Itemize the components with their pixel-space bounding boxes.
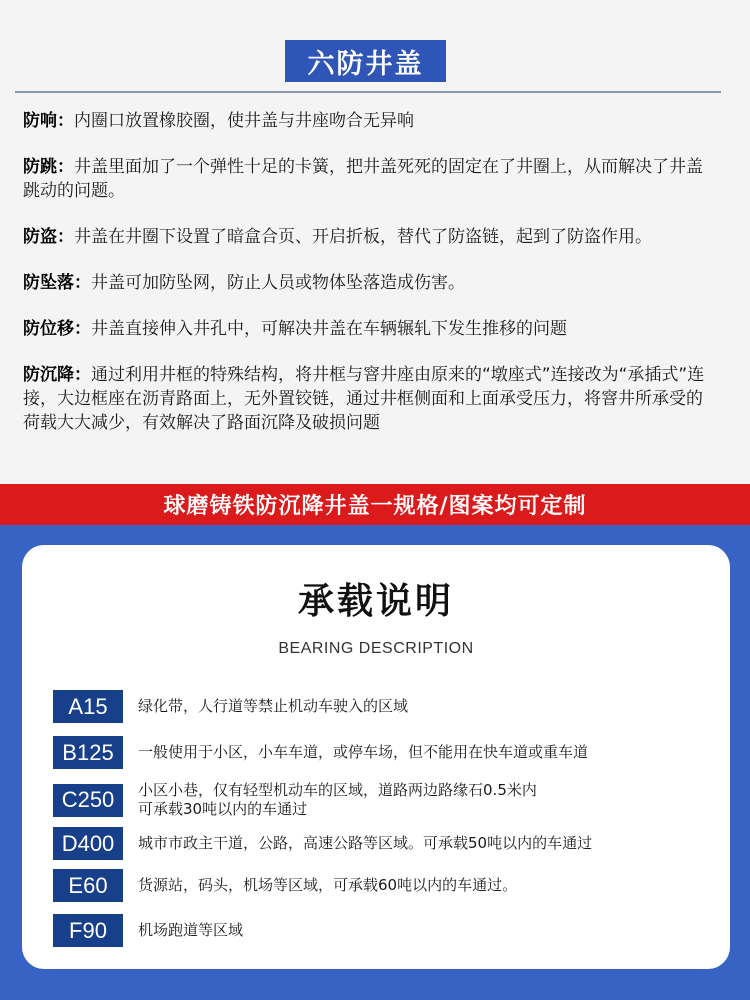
load-class-badge: E60 xyxy=(53,869,123,902)
bearing-title: 承载说明 xyxy=(297,581,454,622)
feature-label: 防盗： xyxy=(23,227,74,247)
load-class-row xyxy=(53,736,713,769)
feature-list xyxy=(23,109,713,457)
load-class-line: 机场跑道等区域 xyxy=(138,921,244,939)
feature-text: 通过利用井框的特殊结构，将井框与窨井座由原来的“墩座式”连接改为“承插式”连接，大边框座在沥青路面上，无外置铰链，通过井框侧面和上面承受压力，将窨井所承受的荷载大大减少，有效解决了路面沉降及破损问题 xyxy=(23,365,705,433)
feature-item-theft xyxy=(23,225,713,249)
feature-label: 防坠落： xyxy=(23,273,91,293)
load-class-description xyxy=(138,876,517,895)
load-class-line: 一般使用于小区，小车车道，或停车场，但不能用在快车道或重车道 xyxy=(138,743,589,761)
feature-text: 井盖可加防坠网，防止人员或物体坠落造成伤害。 xyxy=(91,273,465,293)
bearing-section xyxy=(0,525,750,1000)
feature-text: 井盖直接伸入井孔中，可解决井盖在车辆辗轧下发生推移的问题 xyxy=(91,319,567,339)
load-class-description xyxy=(138,743,588,762)
load-class-row xyxy=(53,827,713,860)
feature-item-noise xyxy=(23,109,713,133)
customization-banner: 球磨铸铁防沉降井盖一规格/图案均可定制 xyxy=(0,484,750,525)
feature-text: 井盖在井圈下设置了暗盒合页、开启折板，替代了防盗链，起到了防盗作用。 xyxy=(74,227,652,247)
load-class-row xyxy=(53,869,713,902)
feature-text: 井盖里面加了一个弹性十足的卡簧，把井盖死死的固定在了井圈上，从而解决了井盖跳动的问题。 xyxy=(23,157,703,201)
load-class-badge: C250 xyxy=(53,784,123,817)
load-class-badge: D400 xyxy=(53,827,123,860)
load-class-description xyxy=(138,697,408,716)
page-title: 六防井盖 xyxy=(285,40,446,82)
title-divider xyxy=(15,91,721,93)
bearing-subtitle: BEARING DESCRIPTION xyxy=(278,640,474,657)
feature-label: 防位移： xyxy=(23,319,91,339)
bearing-card xyxy=(22,545,730,969)
load-class-badge: A15 xyxy=(53,690,123,723)
load-class-row xyxy=(53,781,713,819)
load-class-description xyxy=(138,921,243,940)
load-class-description xyxy=(138,781,537,819)
load-class-line: 可承载30吨以内的车通过 xyxy=(138,800,308,818)
load-class-line: 绿化带，人行道等禁止机动车驶入的区域 xyxy=(138,697,409,715)
features-section xyxy=(0,0,750,484)
feature-text: 内圈口放置橡胶圈，使井盖与井座吻合无异响 xyxy=(74,111,414,131)
load-class-badge: F90 xyxy=(53,914,123,947)
feature-label: 防响： xyxy=(23,111,74,131)
load-class-row xyxy=(53,914,713,947)
feature-label: 防跳： xyxy=(23,157,74,177)
feature-item-shift xyxy=(23,317,713,341)
load-class-line: 小区小巷，仅有轻型机动车的区域，道路两边路缘石0.5米内 xyxy=(138,781,537,799)
load-class-line: 货源站，码头，机场等区域，可承载60吨以内的车通过。 xyxy=(138,876,518,894)
feature-item-fall xyxy=(23,271,713,295)
load-class-row xyxy=(53,690,713,723)
feature-item-settle xyxy=(23,363,713,435)
feature-item-jump xyxy=(23,155,713,203)
load-class-description xyxy=(138,834,592,853)
load-class-badge: B125 xyxy=(53,736,123,769)
load-class-line: 城市市政主干道，公路，高速公路等区域。可承载50吨以内的车通过 xyxy=(138,834,593,852)
feature-label: 防沉降： xyxy=(23,365,91,385)
